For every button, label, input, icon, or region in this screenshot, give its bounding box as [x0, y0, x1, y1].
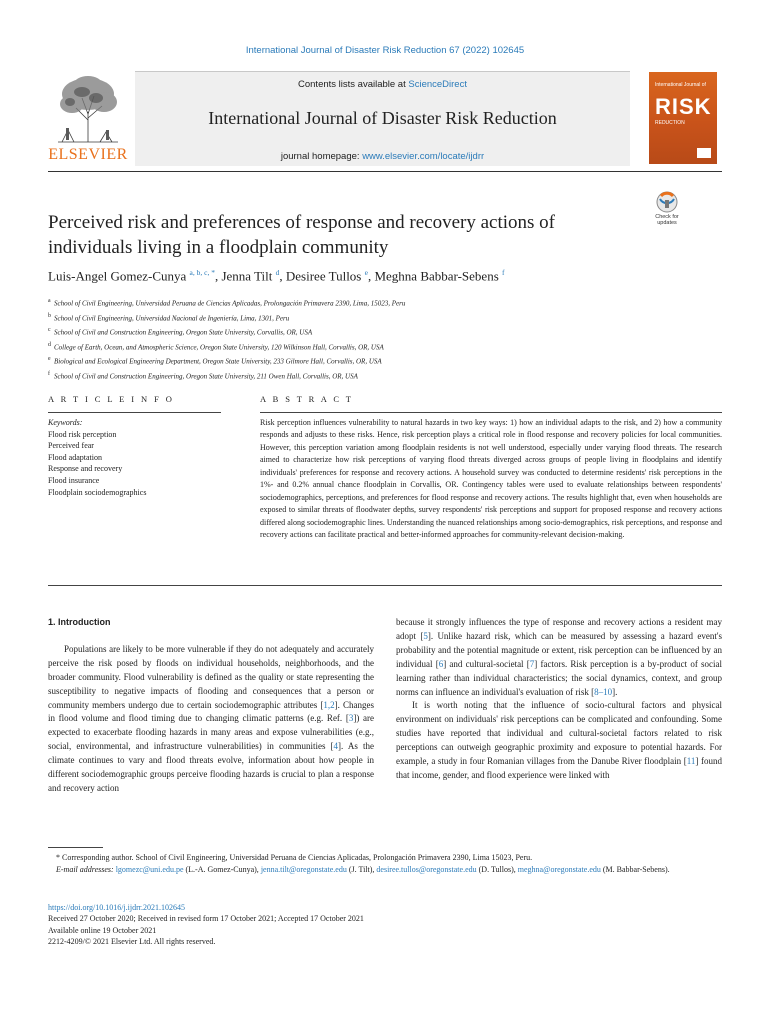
- keyword-item: Perceived fear: [48, 441, 94, 451]
- publication-info: [48, 902, 722, 947]
- journal-cover-thumbnail[interactable]: [649, 72, 717, 164]
- corresponding-author-note: * Corresponding author. School of Civil Engineering, Universidad Peruana de Ciencias Aplicadas, Prolongación Primavera 2390, Lima 15023, Peru.: [56, 853, 533, 862]
- affiliation-item: [48, 368, 722, 383]
- citation-link[interactable]: 11: [686, 756, 696, 767]
- article-info-divider: [48, 412, 221, 413]
- email-link[interactable]: jenna.tilt@oregonstate.edu: [260, 865, 347, 874]
- keyword-item: Floodplain sociodemographics: [48, 487, 147, 497]
- sciencedirect-link[interactable]: ScienceDirect: [408, 79, 467, 90]
- elsevier-wordmark: ELSEVIER: [48, 146, 128, 163]
- cover-reduction-word: REDUCTION: [655, 120, 685, 126]
- author-affiliation-marks[interactable]: e: [364, 268, 368, 277]
- affiliation-mark: d: [48, 341, 51, 348]
- author-separator: ,: [367, 268, 375, 284]
- affiliation-item: [48, 310, 722, 325]
- affiliation-mark: f: [48, 370, 50, 377]
- citation-link[interactable]: 7: [529, 658, 535, 669]
- body-paragraph: Populations are likely to be more vulnerable if they do not adequately and accurately perceive the risk posed by floods on individual households, neighborhoods, and the broader community. Flood vulnerability is defined as the quality or state representing the susceptibility to negative impacts of flooding and consequences that a person or community members undergo due to certain sociodemographic attributes [1,2]. Changes in flood volume and flood timing due to changing climatic patterns (e.g. Ref. [3]) are expected to exacerbate flooding hazards in many areas and expose vulnerabilities (e.g., social, environmental, and infrastructure vulnerabilities) in communities [4]. As the climate continues to vary and flood threats evolve, information about how people in different sociodemographic groups perceive flooding hazards is crucial to plan a response and recovery action: [48, 643, 375, 793]
- keyword-item: Flood insurance: [48, 475, 100, 485]
- cover-risk-word: RISK: [655, 94, 712, 119]
- abstract-heading: A B S T R A C T: [260, 394, 354, 404]
- homepage-link[interactable]: www.elsevier.com/locate/ijdrr: [362, 151, 485, 162]
- affiliation-text: School of Civil Engineering, Universidad Peruana de Ciencias Aplicadas, Prolongación Primavera 2390, Lima, 15023, Peru: [54, 299, 406, 308]
- abstract-text: Risk perception influences vulnerability to natural hazards in two key ways: 1) how an individual adapts to the risk, and 2) how a community responds and adjusts to these risks. Hence, risk perception plays a critical role in flood response and recovery policies for local communities. However, this perception variation among floodplain residents is not well understood, especially under varying flood threats. The research aimed to characterize how risk perceptions of varying flood threats diverged across groups of people living in floodplains and identify individuals' preferences for response and recovery actions. A household survey was conducted to determine residents' risk perceptions in the 1%- and 0.2% annual chance floodplain in Corvallis, OR. Contingency tables were used to evaluate relationships between respondents' sociodemographics, perceptions, and preferences for flood response and recovery actions. The results highlight that, even when households are exposed to similar threats of floodwater depths, survey respondents' risk perceptions and support for proposed response and recovery actions differed along sociodemographic lines. Understanding the nuanced relationships among socio-demographics, risk perceptions, and response and recovery actions can facilitate practical and better-informed approaches for community-relevant decision-making.: [260, 418, 722, 540]
- elsevier-logo[interactable]: [48, 72, 128, 164]
- citation-link[interactable]: 4: [333, 741, 339, 752]
- contents-line: [135, 79, 630, 90]
- author-name[interactable]: Jenna Tilt: [221, 268, 273, 284]
- affiliation-text: College of Earth, Ocean, and Atmospheric Science, Oregon State University, 120 Wilkinson Hall, Corvallis, OR, USA: [54, 342, 384, 351]
- affiliation-mark: b: [48, 312, 51, 319]
- available-online-date: Available online 19 October 2021: [48, 925, 157, 935]
- keyword-item: Flood risk perception: [48, 429, 117, 439]
- check-for-updates-icon: [647, 190, 687, 214]
- affiliation-text: School of Civil Engineering, Universidad Nacional de Ingeniería, Lima, 1301, Peru: [54, 313, 290, 322]
- affiliation-text: School of Civil and Construction Engineering, Oregon State University, Corvallis, OR, USA: [54, 328, 313, 337]
- journal-title: International Journal of Disaster Risk Reduction: [208, 108, 557, 128]
- email-link[interactable]: desiree.tullos@oregonstate.edu: [376, 865, 477, 874]
- body-column-right: [396, 616, 722, 783]
- affiliation-item: [48, 353, 722, 368]
- citation-link[interactable]: 6: [438, 658, 444, 669]
- author-separator: ,: [279, 268, 286, 284]
- affiliation-mark: e: [48, 356, 51, 363]
- homepage-prefix: journal homepage:: [280, 151, 363, 162]
- footnote-divider: [48, 847, 103, 848]
- copyright-line: 2212-4209/© 2021 Elsevier Ltd. All rights reserved.: [48, 936, 216, 946]
- body-column-left: [48, 616, 374, 796]
- check-label-line-1: Check for: [655, 214, 679, 220]
- citation-link[interactable]: 1,2: [323, 699, 335, 710]
- email-link[interactable]: lgomezc@uni.edu.pe: [115, 865, 184, 874]
- affiliation-item: [48, 339, 722, 354]
- email-label: E-mail addresses:: [56, 865, 116, 874]
- check-label-line-2: updates: [657, 220, 677, 226]
- email-owner: (D. Tullos),: [476, 865, 518, 874]
- email-owner: (M. Babbar-Sebens).: [600, 865, 670, 874]
- author-affiliation-marks[interactable]: a, b, c, *: [189, 268, 215, 277]
- keyword-list: [48, 417, 221, 498]
- affiliation-mark: c: [48, 327, 51, 334]
- article-info-heading: A R T I C L E I N F O: [48, 394, 175, 404]
- affiliation-item: [48, 324, 722, 339]
- affiliation-text: School of Civil and Construction Engineering, Oregon State University, 211 Owen Hall, Corvallis, OR, USA: [54, 371, 358, 380]
- affiliation-mark: a: [48, 298, 51, 304]
- body-paragraph: because it strongly influences the type of response and recovery actions a resident may adopt [5]. Unlike hazard risk, which can be measured by assessing a hazard event's probability and the potential magnitude or extent, risk perception can be influenced by an individual [6] and cultural-societal [7] factors. Risk perception is a by-product of social learning rather than individual characteristics; the social dynamics, context, and group norms can influence an individual's evaluation of risk [8–10].: [396, 617, 723, 697]
- doi-link[interactable]: https://doi.org/10.1016/j.ijdrr.2021.102645: [48, 903, 185, 912]
- email-owner: (L.-A. Gomez-Cunya),: [183, 865, 261, 874]
- citation-link[interactable]: 5: [423, 630, 428, 641]
- check-for-updates-label: [647, 214, 687, 226]
- journal-reference-link[interactable]: International Journal of Disaster Risk Reduction 67 (2022) 102645: [245, 45, 525, 56]
- author-list: [48, 268, 722, 284]
- email-link[interactable]: meghna@oregonstate.edu: [517, 865, 601, 874]
- cover-journal-label: International Journal of: [655, 82, 706, 88]
- email-addresses: [48, 864, 722, 876]
- email-owner: (J. Tilt),: [346, 865, 377, 874]
- check-for-updates-button[interactable]: [647, 190, 687, 230]
- header-divider: [48, 171, 722, 172]
- abstract-bottom-divider: [48, 585, 722, 586]
- keyword-item: Flood adaptation: [48, 452, 102, 462]
- author-separator: ,: [214, 268, 222, 284]
- affiliation-item: [48, 295, 722, 310]
- body-paragraph: It is worth noting that the influence of socio-cultural factors and physical environment on individuals' risk perceptions can be complicated and confounding. Some studies have reported that individual and cultural-societal factors related to risk perceptions can outweigh geographic proximity and exposure to potential hazards. For example, a study in four Romanian villages from the Danube River floodplain [11] found that income, gender, and flood experience were linked with: [396, 700, 722, 780]
- keywords-label: Keywords:: [48, 418, 83, 427]
- affiliation-list: [48, 295, 722, 382]
- elsevier-tree-icon: [48, 72, 128, 144]
- cover-publisher-mark: [697, 148, 711, 158]
- received-dates: Received 27 October 2020; Received in revised form 17 October 2021; Accepted 17 October 2021: [48, 914, 364, 924]
- author-affiliation-marks[interactable]: d: [275, 268, 280, 277]
- affiliation-text: Biological and Ecological Engineering Department, Oregon State University, 233 Gilmore Hall, Corvallis, OR, USA: [54, 357, 382, 366]
- author-name[interactable]: Luis-Angel Gomez-Cunya: [48, 268, 187, 284]
- keyword-item: Response and recovery: [48, 464, 123, 474]
- citation-link[interactable]: 8–10: [594, 686, 613, 697]
- section-heading-introduction: 1. Introduction: [48, 617, 111, 627]
- author-affiliation-marks[interactable]: f: [502, 268, 505, 277]
- article-title: Perceived risk and preferences of response and recovery actions of individuals living in a floodplain community: [48, 212, 555, 258]
- contents-prefix: Contents lists available at: [298, 79, 409, 90]
- homepage-line: [135, 151, 630, 162]
- footnotes: [48, 852, 722, 876]
- abstract-divider: [260, 412, 722, 413]
- author-name[interactable]: Desiree Tullos: [285, 268, 362, 284]
- citation-link[interactable]: 3: [348, 713, 354, 724]
- author-name[interactable]: Meghna Babbar-Sebens: [374, 268, 499, 284]
